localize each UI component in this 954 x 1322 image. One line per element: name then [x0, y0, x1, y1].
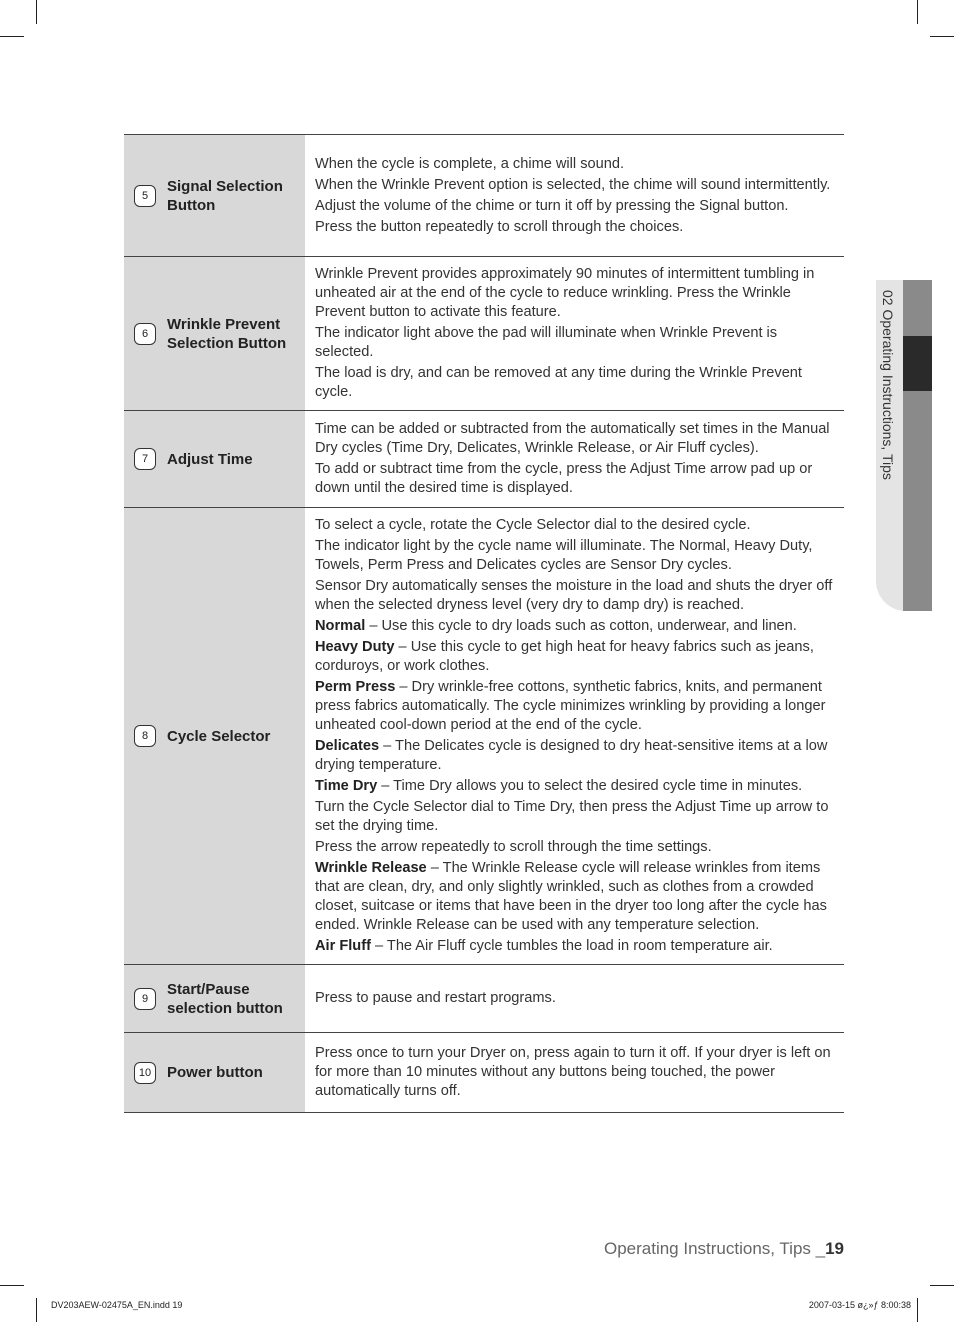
paragraph-text: – The Wrinkle Release cycle will release wrinkles from items that are clean, dry, and only slightly wrinkled, such as clothes from a crowded closet, suitcase or items that have been in the dryer too long after the cycle has ended. Wrinkle Release can be used with any temperature selection.: [315, 860, 827, 933]
row-label-cell: [124, 1033, 305, 1112]
paragraph-text: Turn the Cycle Selector dial to Time Dry, then press the Adjust Time up arrow to set the drying time.: [315, 799, 829, 834]
description-paragraph: [315, 218, 836, 237]
description-paragraph: [315, 577, 836, 615]
row-label: Signal Selection Button: [167, 177, 283, 214]
row-label: Adjust Time: [167, 450, 253, 468]
description-paragraph: [315, 197, 836, 216]
description-paragraph: [315, 537, 836, 575]
description-paragraph: [315, 364, 836, 402]
row-description: [305, 1033, 844, 1112]
page-number: 19: [825, 1239, 844, 1258]
table-row: [124, 965, 844, 1033]
controls-table: [124, 134, 844, 1113]
page-footer: [604, 1239, 844, 1259]
row-description: [305, 965, 844, 1032]
description-paragraph: [315, 155, 836, 174]
paragraph-text: To add or subtract time from the cycle, press the Adjust Time arrow pad up or down until the desired time is displayed.: [315, 461, 813, 496]
description-paragraph: [315, 798, 836, 836]
description-paragraph: [315, 176, 836, 195]
cycle-name: Air Fluff: [315, 938, 371, 954]
paragraph-text: – Use this cycle to dry loads such as cotton, underwear, and linen.: [365, 618, 797, 634]
crop-mark: [0, 1285, 24, 1286]
table-row: [124, 135, 844, 257]
description-paragraph: [315, 737, 836, 775]
paragraph-text: When the Wrinkle Prevent option is selected, the chime will sound intermittently.: [315, 176, 831, 193]
item-number-badge: 9: [134, 988, 156, 1010]
print-slug-file: DV203AEW-02475A_EN.indd 19: [51, 1300, 183, 1310]
paragraph-text: – Time Dry allows you to select the desired cycle time in minutes.: [377, 778, 803, 794]
row-label-cell: [124, 411, 305, 507]
row-label-cell: [124, 135, 305, 256]
crop-mark: [0, 36, 24, 37]
description-paragraph: [315, 460, 836, 498]
paragraph-text: Sensor Dry automatically senses the moisture in the load and shuts the dryer off when the selected dryness level (very dry to damp dry) is reached.: [315, 578, 833, 613]
paragraph-text: Press the arrow repeatedly to scroll through the time settings.: [315, 839, 712, 855]
cycle-name: Heavy Duty: [315, 639, 395, 655]
description-paragraph: [315, 324, 836, 362]
row-description: [305, 411, 844, 507]
item-number-badge: 6: [134, 323, 156, 345]
cycle-name: Time Dry: [315, 778, 378, 794]
row-label: Power button: [167, 1064, 263, 1081]
paragraph-text: The indicator light by the cycle name will illuminate. The Normal, Heavy Duty, Towels, Perm Press and Delicates cycles are Sensor Dry cycles.: [315, 538, 813, 573]
item-number-badge: 8: [134, 725, 156, 747]
description-paragraph: [315, 777, 836, 796]
table-row: [124, 508, 844, 965]
description-paragraph: [315, 989, 836, 1008]
section-tab-marker: [903, 336, 932, 391]
crop-mark: [917, 0, 918, 24]
description-paragraph: [315, 859, 836, 935]
paragraph-text: – Dry wrinkle-free cottons, synthetic fabrics, knits, and permanent press fabrics automatically. The cycle minimizes wrinkling by providing a longer unheated cool-down period at the end of the cycle.: [315, 679, 826, 733]
paragraph-text: Press once to turn your Dryer on, press again to turn it off. If your dryer is left on for more than 10 minutes without any buttons being touched, the power automatically turns off.: [315, 1045, 831, 1099]
item-number-badge: 5: [134, 185, 156, 207]
description-paragraph: [315, 516, 836, 535]
description-paragraph: [315, 838, 836, 857]
crop-mark: [36, 0, 37, 24]
crop-mark: [930, 36, 954, 37]
row-label-cell: [124, 508, 305, 964]
paragraph-text: The load is dry, and can be removed at any time during the Wrinkle Prevent cycle.: [315, 365, 802, 400]
item-number-badge: 7: [134, 448, 156, 470]
description-paragraph: [315, 617, 836, 636]
paragraph-text: Press the button repeatedly to scroll through the choices.: [315, 218, 684, 235]
description-paragraph: [315, 265, 836, 322]
row-label-cell: [124, 965, 305, 1032]
section-tab-label: 02 Operating Instructions, Tips: [880, 290, 896, 480]
section-tab-bar: [903, 280, 932, 611]
row-description: [305, 257, 844, 410]
print-slug-date: 2007-03-15 ø¿»ƒ 8:00:38: [808, 1300, 911, 1310]
cycle-name: Perm Press: [315, 679, 396, 695]
crop-mark: [917, 1298, 918, 1322]
row-label: Wrinkle Prevent Selection Button: [167, 315, 287, 352]
paragraph-text: Wrinkle Prevent provides approximately 90 minutes of intermittent tumbling in unheated air at the end of the cycle to reduce wrinkling. Press the Wrinkle Prevent button to activate this feature.: [315, 266, 815, 320]
description-paragraph: [315, 678, 836, 735]
description-paragraph: [315, 937, 836, 956]
paragraph-text: – Use this cycle to get high heat for heavy fabrics such as jeans, corduroys, or work clothes.: [315, 639, 814, 674]
paragraph-text: – The Air Fluff cycle tumbles the load in room temperature air.: [370, 938, 773, 954]
paragraph-text: To select a cycle, rotate the Cycle Selector dial to the desired cycle.: [315, 517, 751, 533]
footer-section: Operating Instructions, Tips _: [603, 1239, 826, 1258]
row-label: Start/Pause selection button: [167, 980, 283, 1017]
table-row: [124, 257, 844, 411]
row-label: Cycle Selector: [167, 727, 271, 745]
paragraph-text: – The Delicates cycle is designed to dry heat-sensitive items at a low drying temperature.: [315, 738, 828, 773]
table-row: [124, 1033, 844, 1113]
description-paragraph: [315, 420, 836, 458]
description-paragraph: [315, 1044, 836, 1101]
cycle-name: Delicates: [315, 738, 380, 754]
paragraph-text: Adjust the volume of the chime or turn it off by pressing the Signal button.: [315, 197, 789, 214]
row-description: [305, 508, 844, 964]
table-row: [124, 411, 844, 508]
paragraph-text: The indicator light above the pad will illuminate when Wrinkle Prevent is selected.: [315, 325, 778, 360]
cycle-name: Wrinkle Release: [315, 860, 427, 876]
row-description: [305, 135, 844, 256]
item-number-badge: 10: [134, 1062, 156, 1084]
paragraph-text: When the cycle is complete, a chime will sound.: [315, 155, 625, 172]
paragraph-text: Time can be added or subtracted from the automatically set times in the Manual Dry cycles (Time Dry, Delicates, Wrinkle Release, or Air Fluff cycles).: [315, 421, 830, 456]
description-paragraph: [315, 638, 836, 676]
row-label-cell: [124, 257, 305, 410]
cycle-name: Normal: [315, 618, 366, 634]
paragraph-text: Press to pause and restart programs.: [315, 990, 556, 1006]
crop-mark: [930, 1285, 954, 1286]
crop-mark: [36, 1298, 37, 1322]
